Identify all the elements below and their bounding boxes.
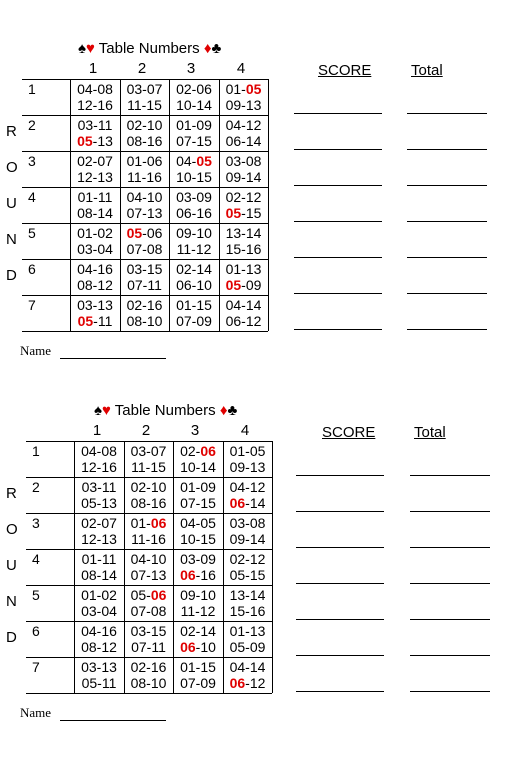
pairing-cell [124, 659, 174, 691]
total-entry-line[interactable] [407, 221, 487, 222]
pairing-cell [70, 81, 120, 113]
pairing-text: 08-16 [126, 133, 163, 149]
grid-line [26, 693, 272, 694]
round-letter: R [6, 485, 17, 502]
column-header: 4 [240, 422, 250, 439]
score-entry-line[interactable] [294, 149, 382, 150]
pairing-text: 06-10 [176, 277, 212, 293]
pairing-text: 03-08 [229, 515, 266, 531]
pairing-cell [120, 225, 170, 257]
pairing-text: 02-16 [130, 659, 167, 675]
pairing-cell [169, 297, 219, 329]
pairing-text: 01-13 [225, 261, 262, 277]
pairing-text: 07-09 [176, 313, 212, 329]
column-header: 2 [137, 60, 147, 77]
pairing-cell [70, 261, 120, 293]
pairing-text: 02-12 [225, 189, 262, 205]
round-number: 6 [32, 623, 40, 639]
club-icon: ♣ [227, 402, 238, 419]
pairing-cell [169, 81, 219, 113]
pairing-text: 05-06 [126, 225, 163, 241]
pairing-cell [74, 479, 124, 511]
pairing-text: 03-13 [81, 659, 117, 675]
pairing-cell [70, 297, 120, 329]
pairing-text: 03-07 [126, 81, 163, 97]
pairing-cell [70, 189, 120, 221]
title-text: Table Numbers [110, 402, 220, 419]
pairing-cell [169, 225, 219, 257]
pairing-text: 01-11 [81, 551, 117, 567]
name-label: Name [20, 343, 52, 358]
pairing-text: 03-15 [130, 623, 167, 639]
pairing-text: 05-11 [77, 313, 113, 329]
column-header: 3 [190, 422, 200, 439]
pairing-text: 11-15 [131, 459, 166, 475]
pairing-text: 03-11 [81, 479, 117, 495]
pairing-cell [124, 515, 174, 547]
pairing-text: 02-14 [176, 261, 212, 277]
table-numbers-title [78, 40, 221, 57]
score-entry-line[interactable] [294, 113, 382, 114]
pairing-text: 10-15 [176, 169, 212, 185]
total-entry-line[interactable] [407, 293, 487, 294]
grid-line [26, 657, 272, 658]
round-number: 1 [28, 81, 36, 97]
title-text: Table Numbers [94, 40, 204, 57]
round-number: 3 [28, 153, 36, 169]
pairing-text: 07-11 [131, 639, 166, 655]
pairing-text: 02-14 [180, 623, 216, 639]
pairing-text: 10-14 [180, 459, 216, 475]
grid-line [22, 79, 268, 80]
pairing-text: 09-14 [229, 531, 266, 547]
score-entry-line[interactable] [296, 619, 384, 620]
pairing-text: 04-08 [81, 443, 117, 459]
name-entry-line[interactable] [60, 358, 166, 359]
pairing-text: 08-16 [130, 495, 167, 511]
pairing-text: 06-16 [180, 567, 216, 583]
pairing-text: 11-15 [127, 97, 162, 113]
pairing-text: 04-05 [176, 153, 212, 169]
grid-line [26, 477, 272, 478]
round-number: 7 [32, 659, 40, 675]
total-entry-line[interactable] [407, 149, 487, 150]
pairing-cell [70, 225, 120, 257]
score-entry-line[interactable] [296, 583, 384, 584]
total-entry-line[interactable] [410, 619, 490, 620]
pairing-text: 03-07 [130, 443, 167, 459]
total-entry-line[interactable] [407, 329, 487, 330]
pairing-text: 05-11 [81, 675, 117, 691]
pairing-text: 03-08 [225, 153, 262, 169]
grid-line [26, 441, 272, 442]
club-icon: ♣ [211, 40, 222, 57]
pairing-text: 02-10 [126, 117, 163, 133]
pairing-cell [173, 659, 223, 691]
grid-line [26, 585, 272, 586]
name-label: Name [20, 705, 52, 720]
pairing-cell [120, 297, 170, 329]
round-number: 1 [32, 443, 40, 459]
pairing-text: 01-09 [180, 479, 216, 495]
column-header: 1 [88, 60, 98, 77]
pairing-text: 09-10 [180, 587, 216, 603]
score-entry-line[interactable] [296, 655, 384, 656]
pairing-cell [219, 297, 269, 329]
score-header: SCORE [318, 62, 372, 79]
round-letter: O [6, 159, 18, 176]
pairing-text: 04-16 [81, 623, 117, 639]
grid-line [22, 151, 268, 152]
pairing-text: 12-13 [77, 169, 113, 185]
score-entry-line[interactable] [294, 221, 382, 222]
grid-line [22, 331, 268, 332]
pairing-cell [120, 117, 170, 149]
pairing-text: 07-11 [127, 277, 162, 293]
round-letter: D [6, 267, 17, 284]
round-number: 5 [32, 587, 40, 603]
round-letter: D [6, 629, 17, 646]
pairing-text: 04-16 [77, 261, 113, 277]
spade-icon: ♠ [94, 402, 102, 419]
pairing-text: 13-14 [225, 225, 262, 241]
pairing-cell [219, 153, 269, 185]
round-letter: U [6, 195, 17, 212]
pairing-text: 15-16 [229, 603, 266, 619]
pairing-text: 07-13 [126, 205, 163, 221]
pairing-cell [219, 117, 269, 149]
score-entry-line[interactable] [294, 293, 382, 294]
grid-line [26, 621, 272, 622]
pairing-cell [223, 659, 273, 691]
total-entry-line[interactable] [410, 475, 490, 476]
pairing-cell [124, 623, 174, 655]
score-entry-line[interactable] [296, 475, 384, 476]
total-entry-line[interactable] [410, 547, 490, 548]
total-entry-line[interactable] [410, 655, 490, 656]
pairing-text: 02-10 [130, 479, 167, 495]
spade-icon: ♠ [78, 40, 86, 57]
pairing-text: 04-08 [77, 81, 113, 97]
pairing-text: 06-10 [180, 639, 216, 655]
pairing-cell [223, 515, 273, 547]
pairing-cell [169, 261, 219, 293]
pairing-cell [223, 587, 273, 619]
grid-line [26, 513, 272, 514]
column-header: 4 [236, 60, 246, 77]
pairing-cell [169, 153, 219, 185]
pairing-text: 06-16 [176, 205, 212, 221]
score-entry-line[interactable] [296, 691, 384, 692]
pairing-cell [173, 587, 223, 619]
pairing-text: 08-14 [77, 205, 113, 221]
pairing-text: 01-11 [77, 189, 113, 205]
pairing-text: 08-12 [77, 277, 113, 293]
pairing-text: 06-12 [225, 313, 262, 329]
pairing-text: 01-05 [225, 81, 262, 97]
pairing-text: 08-10 [126, 313, 163, 329]
pairing-text: 04-12 [225, 117, 262, 133]
pairing-cell [223, 623, 273, 655]
pairing-text: 05-15 [229, 567, 266, 583]
pairing-text: 02-07 [81, 515, 117, 531]
pairing-text: 01-09 [176, 117, 212, 133]
pairing-text: 07-15 [176, 133, 212, 149]
pairing-text: 03-15 [126, 261, 163, 277]
pairing-cell [169, 189, 219, 221]
pairing-cell [219, 261, 269, 293]
name-entry-line[interactable] [60, 720, 166, 721]
pairing-text: 03-04 [77, 241, 113, 257]
pairing-text: 01-02 [77, 225, 113, 241]
pairing-text: 02-12 [229, 551, 266, 567]
pairing-cell [120, 189, 170, 221]
pairing-text: 06-12 [229, 675, 266, 691]
pairing-text: 10-15 [180, 531, 216, 547]
pairing-cell [169, 117, 219, 149]
pairing-cell [120, 153, 170, 185]
pairing-text: 08-12 [81, 639, 117, 655]
pairing-text: 04-14 [225, 297, 262, 313]
pairing-text: 05-15 [225, 205, 262, 221]
pairing-text: 11-12 [176, 241, 212, 257]
pairing-text: 08-14 [81, 567, 117, 583]
pairing-cell [70, 117, 120, 149]
round-number: 3 [32, 515, 40, 531]
round-number: 4 [32, 551, 40, 567]
grid-line [22, 223, 268, 224]
total-entry-line[interactable] [410, 691, 490, 692]
round-number: 7 [28, 297, 36, 313]
pairing-text: 07-09 [180, 675, 216, 691]
pairing-text: 02-07 [77, 153, 113, 169]
scorecard [0, 402, 508, 762]
round-letter: R [6, 123, 17, 140]
pairing-text: 03-04 [81, 603, 117, 619]
score-entry-line[interactable] [294, 329, 382, 330]
score-entry-line[interactable] [296, 547, 384, 548]
pairing-cell [173, 515, 223, 547]
score-header: SCORE [322, 424, 376, 441]
pairing-text: 07-15 [180, 495, 216, 511]
pairing-cell [124, 479, 174, 511]
pairing-text: 07-13 [130, 567, 167, 583]
score-entry-line[interactable] [294, 257, 382, 258]
pairing-text: 11-16 [131, 531, 166, 547]
grid-line [22, 187, 268, 188]
round-number: 5 [28, 225, 36, 241]
pairing-text: 02-16 [126, 297, 163, 313]
pairing-cell [173, 551, 223, 583]
pairing-text: 13-14 [229, 587, 266, 603]
pairing-cell [74, 623, 124, 655]
grid-line [26, 549, 272, 550]
pairing-text: 05-09 [225, 277, 262, 293]
pairing-cell [74, 587, 124, 619]
pairing-text: 11-12 [180, 603, 216, 619]
pairing-text: 05-13 [81, 495, 117, 511]
pairing-text: 09-13 [225, 97, 262, 113]
score-entry-line[interactable] [294, 185, 382, 186]
pairing-text: 01-15 [176, 297, 212, 313]
pairing-cell [74, 551, 124, 583]
column-header: 1 [92, 422, 102, 439]
pairing-cell [120, 261, 170, 293]
pairing-text: 04-10 [130, 551, 167, 567]
pairing-cell [124, 551, 174, 583]
pairing-text: 04-14 [229, 659, 266, 675]
round-letter: O [6, 521, 18, 538]
pairing-cell [120, 81, 170, 113]
pairing-cell [74, 443, 124, 475]
heart-icon: ♥ [101, 402, 111, 419]
total-header: Total [411, 62, 443, 79]
pairing-text: 03-11 [77, 117, 113, 133]
pairing-text: 15-16 [225, 241, 262, 257]
pairing-text: 06-14 [225, 133, 262, 149]
round-number: 6 [28, 261, 36, 277]
round-letter: N [6, 231, 17, 248]
round-number: 2 [28, 117, 36, 133]
pairing-text: 04-10 [126, 189, 163, 205]
pairing-cell [173, 479, 223, 511]
pairing-text: 12-16 [81, 459, 117, 475]
pairing-text: 09-10 [176, 225, 212, 241]
pairing-cell [219, 189, 269, 221]
column-header: 3 [186, 60, 196, 77]
diamond-icon: ♦ [219, 402, 228, 419]
pairing-text: 01-15 [180, 659, 216, 675]
pairing-text: 10-14 [176, 97, 212, 113]
round-number: 2 [32, 479, 40, 495]
pairing-cell [223, 551, 273, 583]
pairing-text: 01-06 [126, 153, 163, 169]
pairing-text: 12-13 [81, 531, 117, 547]
pairing-text: 03-09 [176, 189, 212, 205]
total-entry-line[interactable] [410, 511, 490, 512]
pairing-text: 01-13 [229, 623, 266, 639]
pairing-text: 07-08 [126, 241, 163, 257]
pairing-cell [70, 153, 120, 185]
pairing-text: 05-09 [229, 639, 266, 655]
pairing-text: 04-12 [229, 479, 266, 495]
pairing-text: 11-16 [127, 169, 162, 185]
column-header: 2 [141, 422, 151, 439]
pairing-cell [219, 81, 269, 113]
pairing-cell [223, 443, 273, 475]
heart-icon: ♥ [85, 40, 95, 57]
pairing-cell [173, 443, 223, 475]
score-entry-line[interactable] [296, 511, 384, 512]
pairing-text: 01-02 [81, 587, 117, 603]
grid-line [22, 259, 268, 260]
pairing-cell [124, 443, 174, 475]
pairing-cell [74, 515, 124, 547]
grid-line [22, 115, 268, 116]
pairing-text: 07-08 [130, 603, 167, 619]
total-entry-line[interactable] [410, 583, 490, 584]
pairing-cell [124, 587, 174, 619]
round-letter: U [6, 557, 17, 574]
total-entry-line[interactable] [407, 257, 487, 258]
pairing-text: 02-06 [180, 443, 216, 459]
table-numbers-title [94, 402, 237, 419]
pairing-text: 05-06 [130, 587, 167, 603]
pairing-text: 01-05 [229, 443, 266, 459]
pairing-text: 03-13 [77, 297, 113, 313]
pairing-text: 09-13 [229, 459, 266, 475]
pairing-text: 06-14 [229, 495, 266, 511]
pairing-text: 05-13 [77, 133, 113, 149]
pairing-text: 04-05 [180, 515, 216, 531]
total-entry-line[interactable] [407, 113, 487, 114]
pairing-text: 01-06 [130, 515, 167, 531]
pairing-cell [219, 225, 269, 257]
round-letter: N [6, 593, 17, 610]
total-entry-line[interactable] [407, 185, 487, 186]
total-header: Total [414, 424, 446, 441]
pairing-cell [74, 659, 124, 691]
pairing-text: 02-06 [176, 81, 212, 97]
grid-line [22, 295, 268, 296]
pairing-text: 12-16 [77, 97, 113, 113]
pairing-text: 09-14 [225, 169, 262, 185]
pairing-text: 08-10 [130, 675, 167, 691]
scorecard [0, 40, 508, 400]
pairing-text: 03-09 [180, 551, 216, 567]
pairing-cell [223, 479, 273, 511]
round-number: 4 [28, 189, 36, 205]
diamond-icon: ♦ [203, 40, 212, 57]
pairing-cell [173, 623, 223, 655]
